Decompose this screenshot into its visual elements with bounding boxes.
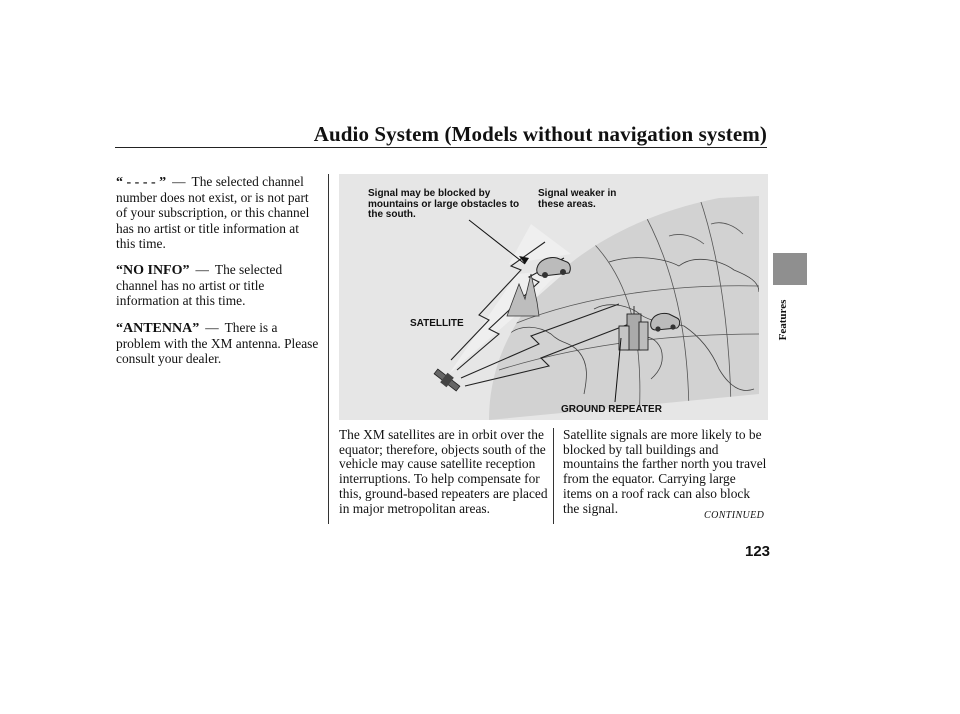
column-divider-right <box>553 428 554 524</box>
continued-marker: CONTINUED <box>704 510 765 521</box>
body-paragraph: Satellite signals are more likely to be blocked by tall buildings and mountains the farther north you travel from the equator. Carrying large items on a roof rack can also block the signal. <box>563 427 767 516</box>
message-text: The selected channel number does not exist, or is not part of your subscription, or this channel has no artist or title information at this time. <box>116 174 310 251</box>
message-item <box>116 262 321 309</box>
label-signal-weaker: Signal weaker in these areas. <box>538 188 617 210</box>
section-tab <box>773 253 807 285</box>
message-text: There is a problem with the XM antenna. Please consult your dealer. <box>116 319 319 367</box>
label-ground-repeater: GROUND REPEATER <box>561 404 662 415</box>
column-divider-left <box>328 174 329 524</box>
label-satellite: SATELLITE <box>410 318 464 329</box>
page-number: 123 <box>745 543 771 560</box>
message-list <box>116 174 321 377</box>
section-label: Features <box>777 299 789 341</box>
message-term: “NO INFO” <box>116 263 190 279</box>
satellite-signal-illustration <box>339 174 768 420</box>
message-item <box>116 174 321 251</box>
message-term: “ANTENNA” <box>116 320 200 336</box>
em-dash: — <box>195 262 209 278</box>
em-dash: — <box>205 319 219 335</box>
message-text: The selected channel has no artist or title information at this time. <box>116 262 283 309</box>
page-title: Audio System (Models without navigation system) <box>313 122 767 146</box>
message-item <box>116 320 321 367</box>
body-paragraph: The XM satellites are in orbit over the equator; therefore, objects south of the vehicle may cause satellite reception interruptions. To help compensate for this, ground-based repeaters are placed in major metropolitan areas. <box>339 427 548 516</box>
em-dash: — <box>172 174 186 189</box>
message-term: “ - - - - ” <box>116 175 167 190</box>
title-rule <box>115 147 767 148</box>
label-signal-blocked: Signal may be blocked by mountains or large obstacles to the south. <box>368 188 520 221</box>
